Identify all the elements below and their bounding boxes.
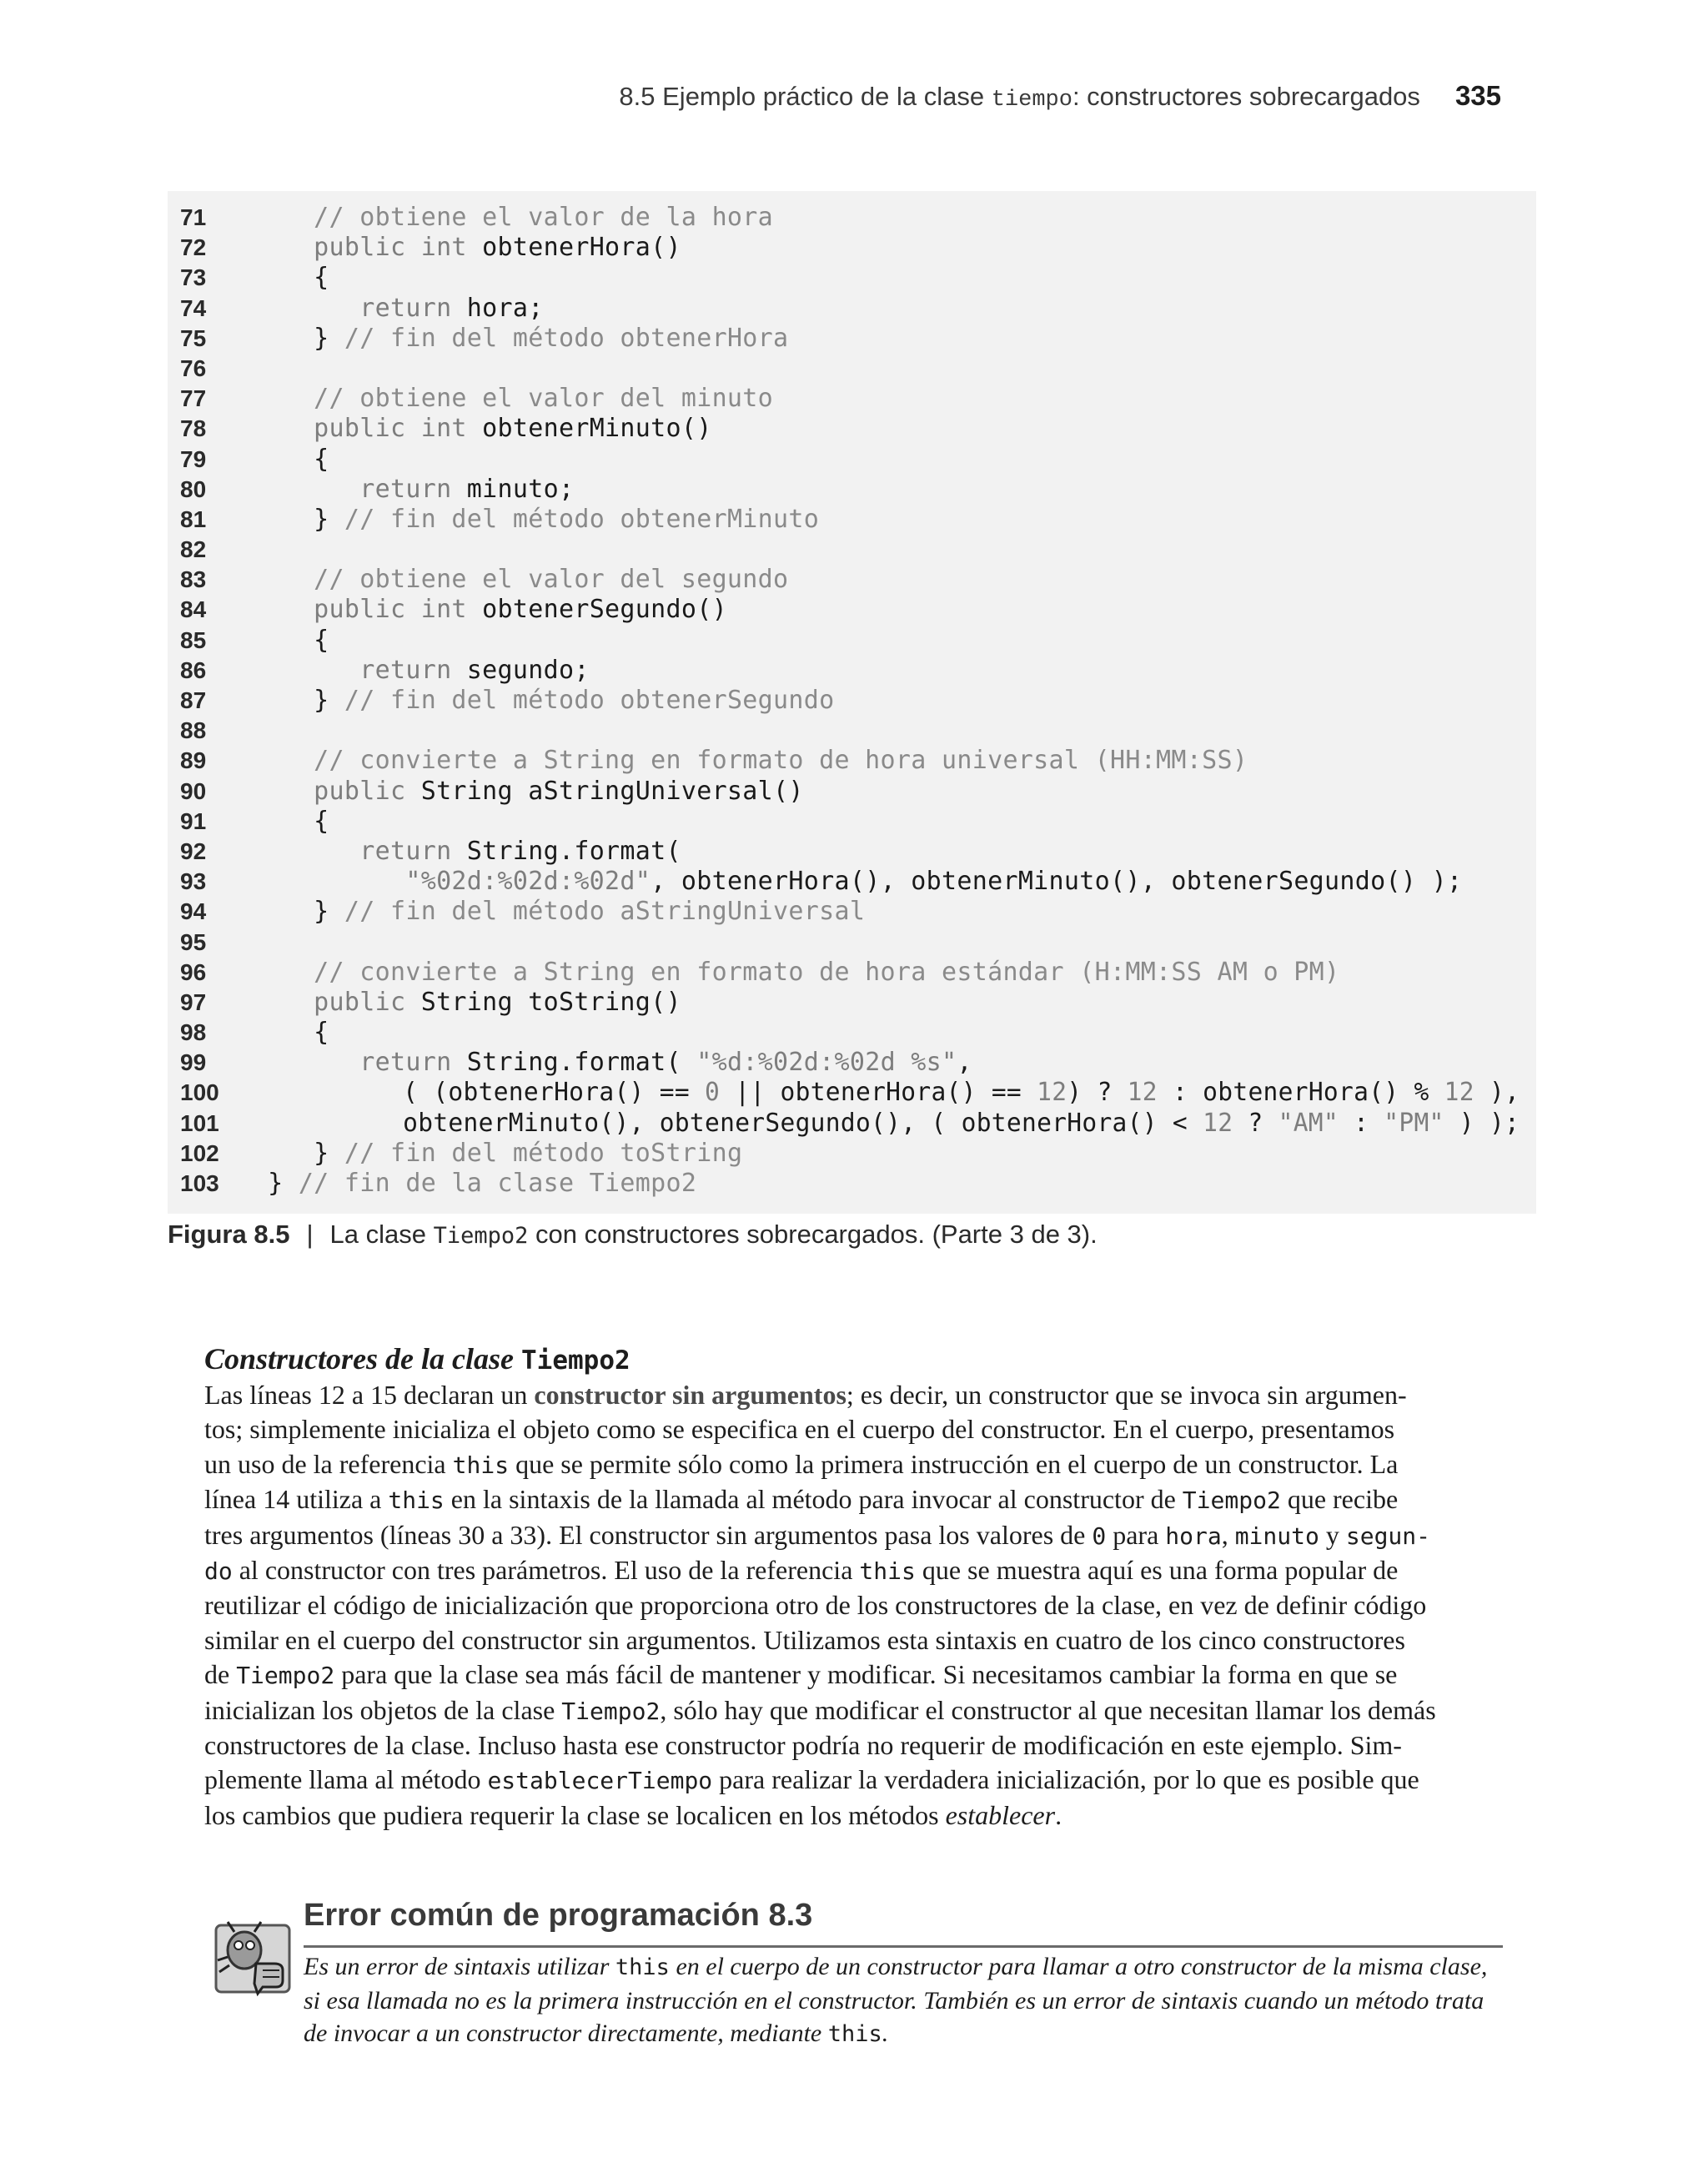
code-line [168,565,1536,595]
code-token: obtenerHora() [466,233,681,263]
code-text [222,203,773,233]
code-line [168,807,1536,837]
code-text [222,324,788,354]
text-run: . [882,2020,889,2048]
running-header [0,80,1501,113]
line-number: 99 [180,1049,207,1076]
code-text [222,475,574,505]
line-number: 87 [180,687,207,713]
text-run: . [1055,1799,1062,1830]
code-line [168,354,1536,384]
line-number: 103 [180,1170,219,1196]
code-text [222,595,727,625]
body-line [204,1763,1501,1798]
text-run: plemente llama al método [204,1764,488,1795]
code-token: // fin del método obtenerMinuto [344,504,820,534]
code-token: || obtenerHora() == [720,1078,1037,1108]
body-line [204,1657,1501,1693]
code-token [222,384,314,413]
code-line [168,837,1536,867]
text-run: tres argumentos (líneas 30 a 33). El constructor sin argumentos pasa los valores de [204,1519,1093,1550]
code-token: // fin de la clase Tiempo2 [298,1169,697,1198]
body-line [204,1553,1501,1588]
line-number: 102 [180,1139,219,1166]
code-line [168,716,1536,746]
line-number: 75 [180,324,207,351]
text-run: si esa llamada no es la primera instrucción en el constructor. También es un error de sintaxis cuando un método trata [304,1986,1484,2015]
caption-text-end: con constructores sobrecargados. (Parte 3 de 3). [528,1220,1098,1249]
code-token: ) ); [1444,1108,1520,1138]
line-number: 98 [180,1019,207,1046]
text-run: , [1221,1519,1235,1550]
code-text [222,807,329,837]
code-token [222,656,359,685]
code-token: return [359,1048,452,1078]
inline-code: Tiempo2 [561,1697,661,1725]
text-run: , sólo hay que modificar el constructor al que necesitan llamar los demás [660,1694,1436,1725]
text-run: de [204,1659,237,1690]
code-token: : obtenerHora() % [1157,1078,1444,1108]
code-token: { [222,263,329,293]
code-text [222,1169,696,1199]
line-number: 76 [180,355,207,381]
code-token: public int [314,414,467,444]
code-token: , obtenerHora(), obtenerMinuto(), obtenerSegundo() ); [651,867,1463,897]
inline-code: minuto [1234,1522,1319,1550]
code-listing [168,191,1536,1214]
line-number: 73 [180,264,207,291]
text-run: Las líneas 12 a 15 declaran un [204,1380,535,1410]
code-token: } [222,686,344,715]
code-line [168,475,1536,505]
code-line [168,988,1536,1018]
code-line [168,233,1536,263]
inline-code: Tiempo2 [1182,1486,1281,1515]
code-token: return [359,293,452,323]
body-line [204,1623,1501,1657]
code-line [168,1078,1536,1108]
body-line [204,1518,1501,1553]
code-text [222,263,329,293]
code-text [222,988,681,1018]
code-token: hora; [451,293,544,323]
text-run: Es un error de sintaxis utilizar [304,1953,615,1980]
body-line [204,1693,1501,1728]
code-token: "AM" [1278,1108,1339,1138]
code-token: { [222,625,329,655]
code-token: } [222,1138,344,1168]
line-number: 93 [180,868,207,895]
code-line [168,595,1536,625]
code-token [222,958,314,987]
code-token [222,595,314,624]
line-number: 94 [180,898,207,925]
code-token: public [314,987,406,1017]
code-line [168,505,1536,535]
line-number: 83 [180,566,207,593]
code-token: ) ? [1067,1078,1128,1108]
text-run: y [1319,1519,1346,1550]
code-token: 12 [1444,1078,1474,1108]
page-number: 335 [1454,80,1501,111]
code-token [222,203,314,232]
code-token: } [222,323,344,353]
text-run: que recibe [1280,1484,1399,1515]
code-line [168,1109,1536,1139]
code-line [168,1048,1536,1078]
body-line [204,1378,1501,1412]
error-line [304,1950,1505,1984]
code-text [222,1018,329,1048]
body-paragraph [204,1378,1501,1833]
code-token: } [222,897,344,927]
caption-text: La clase [329,1220,434,1249]
code-text [222,1109,1520,1139]
text-run: ; es decir, un constructor que se invoca sin argumen- [846,1380,1407,1410]
code-token: String.format( [451,1048,697,1078]
text-run: en la sintaxis de la llamada al método para invocar al constructor de [444,1484,1183,1515]
text-run: que se permite sólo como la primera instrucción en el cuerpo de un constructor. La [509,1448,1399,1479]
code-line [168,746,1536,776]
code-token: 12 [1037,1078,1068,1108]
inline-code: this [827,2021,882,2048]
text-run: constructores de la clase. Incluso hasta ese constructor podría no requerir de modificación en este ejemplo. Sim- [204,1730,1402,1761]
code-token: } [222,1169,299,1198]
line-number: 90 [180,777,207,804]
text-run: similar en el cuerpo del constructor sin argumentos. Utilizamos esta sintaxis en cuatro de los cinco constructores [204,1624,1405,1655]
line-number: 101 [180,1109,219,1136]
body-line [204,1482,1501,1517]
text-run: un uso de la referencia [204,1448,453,1479]
line-number: 88 [180,717,207,744]
code-text [222,746,1248,776]
section-heading [204,1341,630,1376]
text-run: para que la clase sea más fácil de mantener y modificar. Si necesitamos cambiar la forma en que se [334,1659,1398,1690]
code-token: // convierte a String en formato de hora universal (HH:MM:SS) [314,746,1248,776]
body-line [204,1588,1501,1622]
code-token: // convierte a String en formato de hora estándar (H:MM:SS AM o PM) [314,957,1340,987]
code-token [222,565,314,594]
text-run: que se muestra aquí es una forma popular de [915,1555,1399,1586]
code-token: , [957,1048,972,1078]
code-token: segundo; [451,655,590,685]
text-run: línea 14 utiliza a [204,1484,389,1515]
code-text [222,384,773,414]
line-number: 85 [180,626,207,653]
code-text [222,837,681,867]
inline-code: this [388,1486,445,1515]
code-text [222,294,544,324]
code-token: // fin del método aStringUniversal [344,897,866,927]
code-token: } [222,504,344,534]
line-number: 89 [180,747,207,774]
code-token: "PM" [1384,1108,1444,1138]
code-token: public int [314,233,467,263]
section-heading-text: Constructores de la clase [204,1342,522,1376]
code-token: // fin del método toString [344,1138,743,1168]
error-box-title: Error común de programación 8.3 [304,1898,813,1933]
line-number: 77 [180,385,207,412]
bug-thumbs-down-icon [213,1917,294,1999]
code-line [168,414,1536,444]
inline-code: segun- [1345,1522,1431,1550]
code-token: // obtiene el valor del minuto [314,384,774,414]
text-run: para realizar la verdadera inicialización, por lo que es posible que [712,1764,1419,1795]
code-line [168,324,1536,354]
caption-code: Tiempo2 [433,1223,529,1249]
code-line [168,686,1536,716]
inline-code: hora [1165,1522,1222,1550]
code-text [222,233,681,263]
code-text [222,626,329,656]
error-line [304,2017,1505,2051]
line-number: 80 [180,475,207,502]
line-number: 79 [180,445,207,472]
code-token [222,837,359,866]
line-number: 71 [180,204,207,230]
line-number: 82 [180,536,207,563]
code-token: String aStringUniversal() [405,776,804,806]
code-line [168,656,1536,686]
code-line [168,1139,1536,1169]
code-token [222,988,314,1017]
text-run: al constructor con tres parámetros. El uso de la referencia [232,1555,860,1586]
code-text [222,1078,1520,1108]
line-number: 78 [180,415,207,442]
code-token: return [359,474,452,504]
code-token: return [359,836,452,866]
code-line [168,203,1536,233]
section-heading-code: Tiempo2 [521,1346,630,1376]
code-line [168,294,1536,324]
code-token: minuto; [451,474,575,504]
line-number: 72 [180,234,207,261]
code-token: : [1338,1108,1384,1138]
code-token: 12 [1203,1108,1233,1138]
inline-code: establecerTiempo [487,1767,713,1795]
code-token: "%02d:%02d:%02d" [405,867,651,897]
header-section-code: tiempo [991,88,1073,113]
line-number: 86 [180,656,207,683]
code-token: { [222,444,329,474]
error-box-text [304,1950,1505,2051]
code-line [168,1169,1536,1199]
code-text [222,445,329,475]
text-run: los cambios que pudiera requerir la clase se localicen en los métodos [204,1799,946,1830]
code-token [222,867,405,896]
code-token: String.format( [451,836,681,866]
code-token: // fin del método obtenerSegundo [344,686,835,715]
code-line [168,384,1536,414]
text-run: reutilizar el código de inicialización que proporciona otro de los constructores de la clase, en vez de definir código [204,1590,1427,1621]
code-token: public [314,776,406,806]
code-token: ), [1474,1078,1520,1108]
code-text [222,656,590,686]
inline-code: this [452,1451,510,1479]
code-text [222,414,712,444]
line-number: 100 [180,1079,219,1106]
code-line [168,777,1536,807]
code-lines [168,203,1536,1199]
code-token [222,746,314,775]
code-token: { [222,806,329,836]
inline-code: Tiempo2 [236,1662,335,1690]
text-run: en el cuerpo de un constructor para llamar a otro constructor de la misma clase, [669,1953,1488,1980]
code-token: String toString() [405,987,681,1017]
line-number: 97 [180,988,207,1015]
caption-separator: | [306,1220,314,1249]
code-token [222,475,359,504]
text-run: inicializan los objetos de la clase [204,1694,562,1725]
code-token: // obtiene el valor del segundo [314,565,789,595]
text-run: establecer [945,1799,1056,1830]
code-token [222,233,314,262]
code-line [168,867,1536,897]
code-token: ( (obtenerHora() == [222,1078,706,1108]
code-token: obtenerMinuto(), obtenerSegundo(), ( obtenerHora() < [222,1108,1203,1138]
code-token: 0 [705,1078,721,1108]
header-section-suffix: : constructores sobrecargados [1072,82,1420,111]
error-box-divider [304,1945,1503,1948]
code-token: "%d:%02d:%02d %s" [696,1048,957,1078]
code-line [168,535,1536,565]
code-text [222,1139,742,1169]
code-token: ? [1233,1108,1278,1138]
code-line [168,445,1536,475]
code-text [222,897,865,927]
code-text [222,777,804,807]
inline-code: this [615,1954,670,1980]
code-token: obtenerSegundo() [466,595,727,625]
line-number: 95 [180,928,207,955]
code-text [222,505,819,535]
key-term: constructor sin argumentos [534,1380,846,1410]
code-line [168,1018,1536,1048]
header-section-title: 8.5 Ejemplo práctico de la clase [619,82,992,111]
code-line [168,897,1536,927]
code-token: return [359,655,452,685]
body-line [204,1412,1501,1446]
code-token: // fin del método obtenerHora [344,323,789,353]
figure-number: Figura 8.5 [168,1220,290,1249]
code-line [168,928,1536,958]
code-token: public int [314,595,467,625]
line-number: 96 [180,958,207,985]
code-line [168,263,1536,293]
text-run: para [1106,1519,1166,1550]
code-text [222,686,834,716]
code-token: obtenerMinuto() [466,414,712,444]
figure-caption [168,1220,1098,1250]
code-token: // obtiene el valor de la hora [314,203,774,232]
code-token [222,777,314,806]
code-line [168,958,1536,988]
line-number: 81 [180,506,207,532]
code-token [222,1048,359,1077]
line-number: 84 [180,596,207,623]
line-number: 74 [180,294,207,321]
inline-code: this [859,1557,916,1586]
code-token [222,294,359,323]
line-number: 92 [180,837,207,864]
body-line [204,1798,1501,1833]
line-number: 91 [180,807,207,834]
text-run: tos; simplemente inicializa el objeto como se especifica en el cuerpo del constructor. En el cuerpo, presentamos [204,1414,1395,1445]
code-text [222,867,1462,897]
inline-code: do [204,1557,233,1586]
body-line [204,1728,1501,1763]
code-text [222,565,788,595]
code-text [222,958,1339,988]
body-line [204,1447,1501,1482]
code-token: { [222,1018,329,1048]
text-run: de invocar a un constructor directamente, mediante [304,2020,828,2048]
code-token [222,414,314,443]
code-text [222,1048,972,1078]
inline-code: 0 [1092,1522,1107,1550]
error-line [304,1984,1505,2018]
code-line [168,626,1536,656]
code-token: 12 [1127,1078,1158,1108]
